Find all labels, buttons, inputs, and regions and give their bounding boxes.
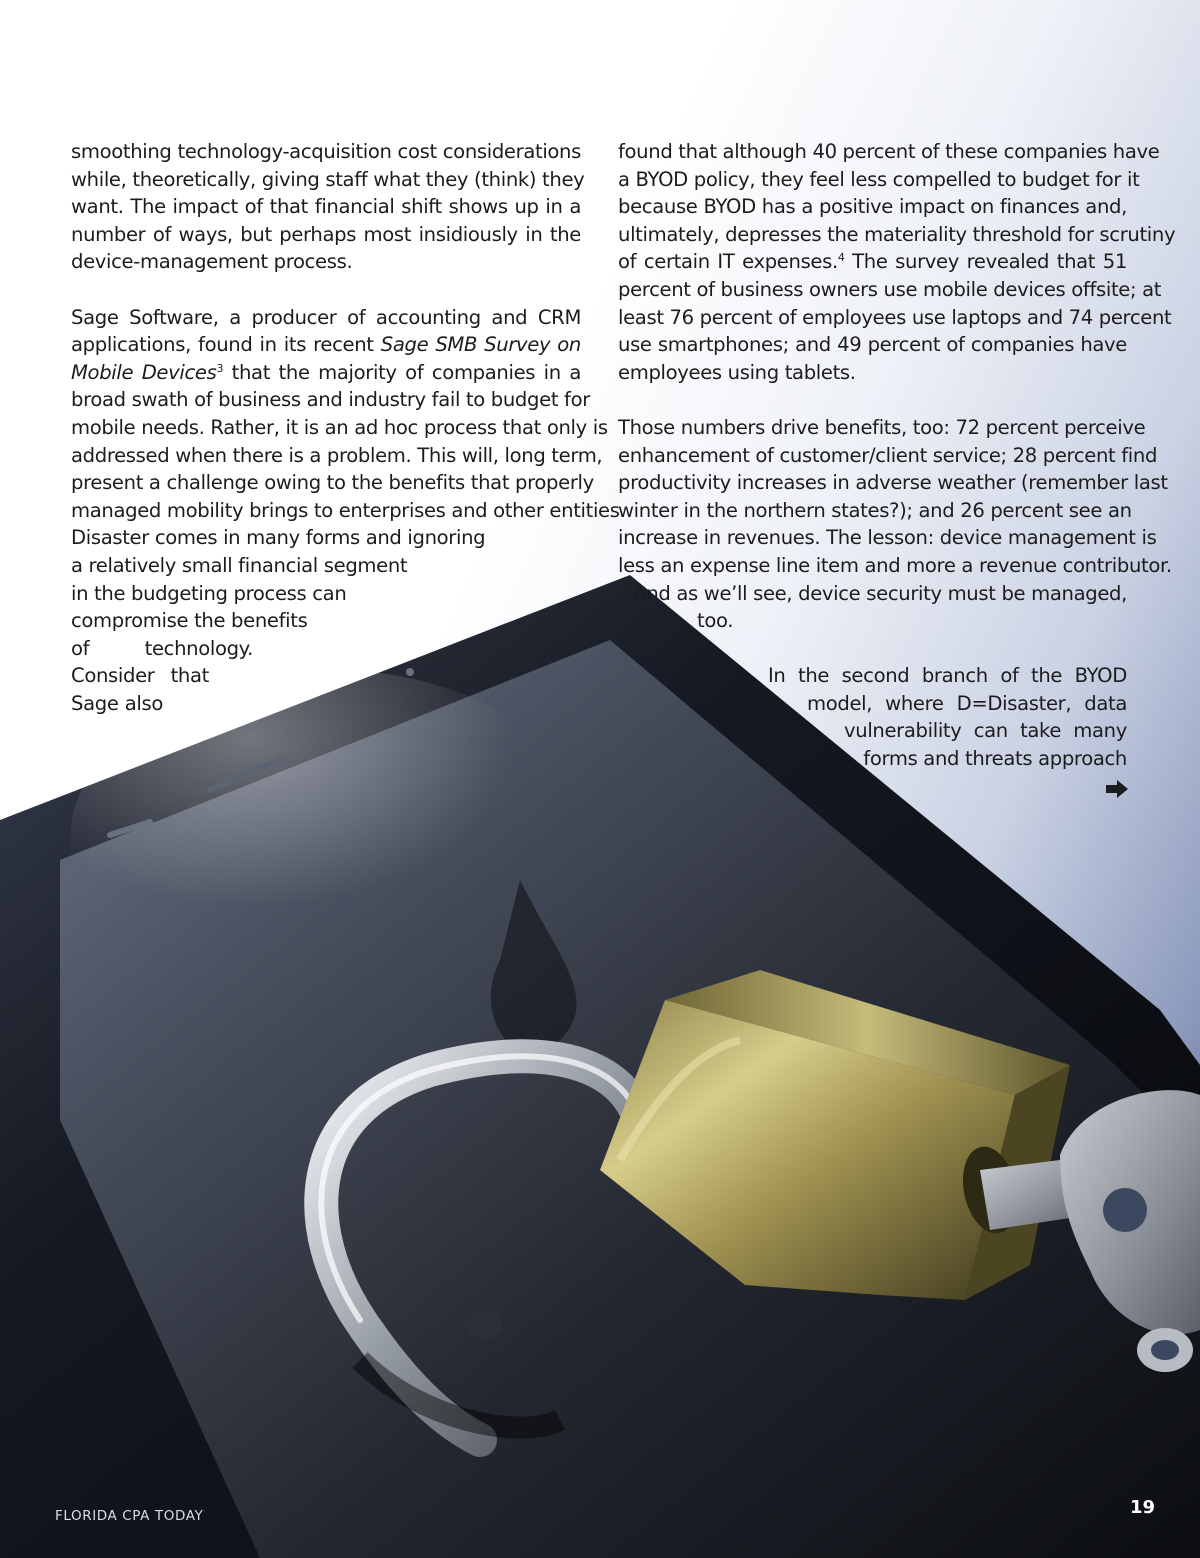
- text-line: [618, 248, 1127, 276]
- paragraph-byod-policy: [618, 138, 1176, 386]
- text-line: Sage also: [71, 691, 163, 715]
- text-line: Sage Software, a producer of accounting and CRM: [71, 305, 581, 329]
- paragraph-sage-survey: [71, 304, 626, 718]
- text-line: broad swath of business and industry fail to budget for: [71, 388, 590, 412]
- text-line: too.: [697, 609, 734, 633]
- text-line: increase in revenues. The lesson: device management is: [618, 526, 1157, 550]
- survey-title-continued: Mobile Devices: [71, 360, 217, 384]
- magazine-name: FLORIDA CPA TODAY: [55, 1508, 204, 1524]
- text-line: [71, 359, 581, 387]
- text-line: model, where D=Disaster, data: [807, 691, 1127, 715]
- text-line: employees using tablets.: [618, 360, 856, 384]
- text-fragment: applications, found in its recent: [71, 333, 381, 357]
- paragraph-benefits: [618, 414, 1172, 635]
- text-line: Disaster comes in many forms and ignoring: [71, 526, 486, 550]
- footnote-ref-3: 3: [216, 361, 224, 375]
- text-line: because BYOD has a positive impact on finances and,: [618, 195, 1127, 219]
- text-line: want. The impact of that financial shift shows up in a: [71, 195, 581, 219]
- text-line: compromise the benefits: [71, 609, 308, 633]
- article-column-left: [71, 138, 626, 717]
- text-line: less an expense line item and more a revenue contributor.: [618, 553, 1172, 577]
- text-line: a BYOD policy, they feel less compelled to budget for it: [618, 167, 1140, 191]
- arrow-right-icon: [1106, 780, 1128, 798]
- text-fragment: of certain IT expenses.: [618, 250, 838, 274]
- text-line: managed mobility brings to enterprises and other entities.: [71, 498, 626, 522]
- text-line: found that although 40 percent of these companies have: [618, 140, 1160, 163]
- text-line: percent of business owners use mobile devices offsite; at: [618, 277, 1162, 301]
- article-column-right: [618, 138, 1176, 773]
- text-fragment: that the majority of companies in a: [223, 360, 582, 384]
- text-line: least 76 percent of employees use laptops and 74 percent: [618, 305, 1172, 329]
- text-line: number of ways, but perhaps most insidiously in the: [71, 222, 581, 246]
- text-line: winter in the northern states?); and 26 percent see an: [618, 498, 1132, 522]
- paragraph-disaster-branch: [618, 662, 1127, 772]
- text-line: in the budgeting process can: [71, 581, 347, 605]
- text-line: ultimately, depresses the materiality threshold for scrutiny: [618, 222, 1176, 246]
- survey-title: Sage SMB Survey on: [380, 333, 582, 357]
- text-line: In the second branch of the BYOD: [768, 664, 1127, 688]
- text-line: enhancement of customer/client service; 28 percent find: [618, 443, 1158, 467]
- text-line: [71, 331, 581, 359]
- text-line: And as we’ll see, device security must be managed,: [633, 581, 1127, 605]
- text-line: mobile needs. Rather, it is an ad hoc process that only is: [71, 415, 608, 439]
- page-number: 19: [1130, 1497, 1156, 1518]
- text-line: use smartphones; and 49 percent of companies have: [618, 333, 1127, 357]
- text-line: Consider that: [71, 664, 209, 688]
- text-line: device-management process.: [71, 250, 353, 274]
- text-line: forms and threats approach: [863, 747, 1127, 771]
- text-line: Those numbers drive benefits, too: 72 percent perceive: [618, 415, 1146, 439]
- text-line: addressed when there is a problem. This will, long term,: [71, 443, 603, 467]
- text-line: present a challenge owing to the benefits that properly: [71, 471, 594, 495]
- paragraph-cost-considerations: [71, 138, 585, 276]
- text-line: while, theoretically, giving staff what they (think) they: [71, 167, 585, 191]
- text-fragment: The survey revealed that 51: [844, 250, 1127, 274]
- text-line: of technology.: [71, 636, 253, 660]
- footnote-ref-4: 4: [837, 251, 845, 265]
- text-line: smoothing technology-acquisition cost considerations: [71, 140, 581, 163]
- text-line: a relatively small financial segment: [71, 553, 408, 577]
- text-line: vulnerability can take many: [844, 719, 1127, 743]
- text-line: productivity increases in adverse weather (remember last: [618, 471, 1168, 495]
